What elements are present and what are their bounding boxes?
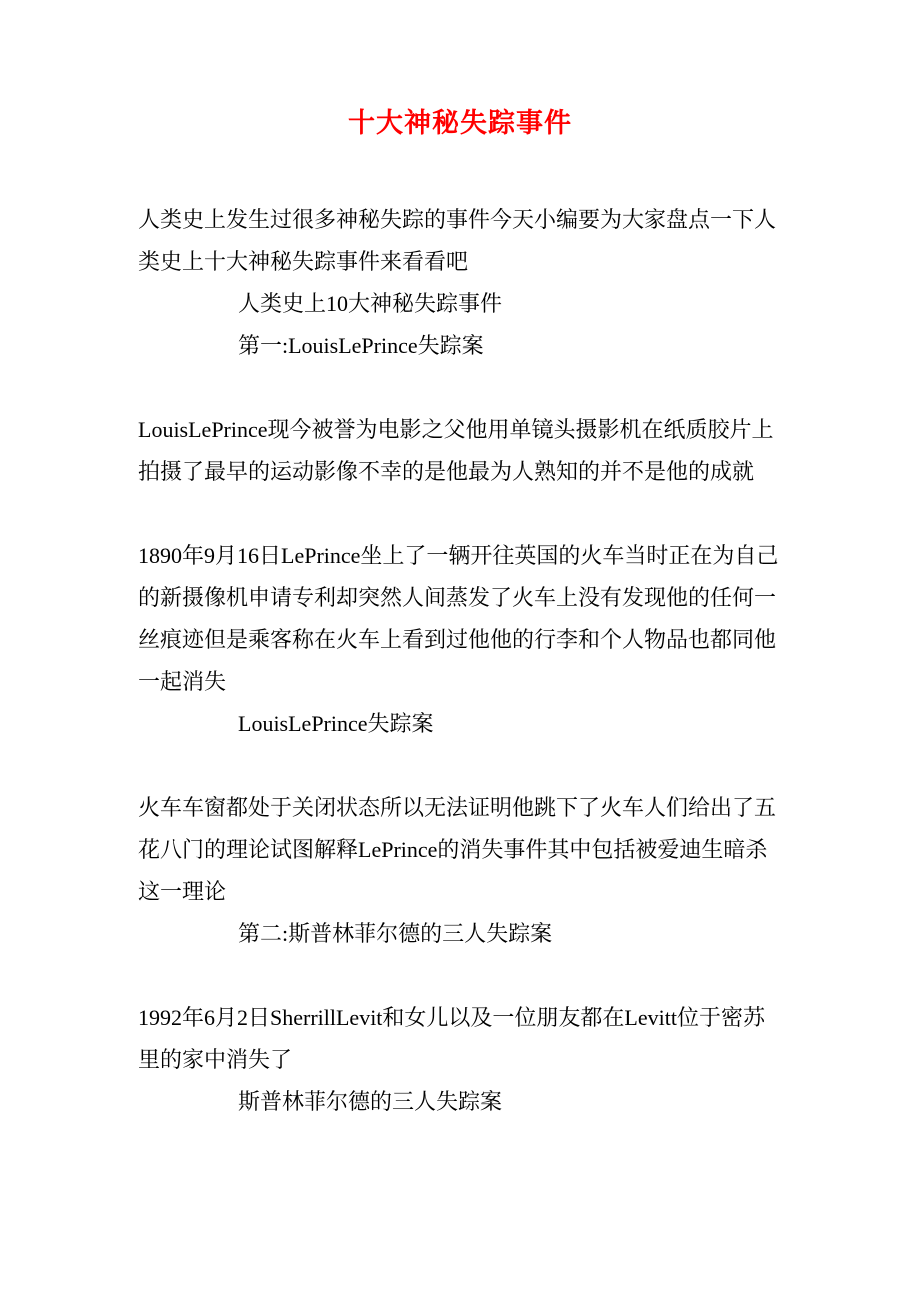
- indented-line: 斯普林菲尔德的三人失踪案: [238, 1089, 503, 1114]
- paragraph: 人类史上发生过很多神秘失踪的事件今天小编要为大家盘点一下人类史上十大神秘失踪事件来看看吧: [138, 207, 777, 274]
- document-title: 十大神秘失踪事件: [348, 108, 572, 138]
- indented-line: 第二:斯普林菲尔德的三人失踪案: [238, 921, 553, 946]
- indented-line: LouisLePrince失踪案: [238, 711, 434, 736]
- indented-line: 第一:LouisLePrince失踪案: [238, 333, 484, 358]
- blank-line: [138, 955, 782, 997]
- paragraph: LouisLePrince现今被誉为电影之父他用单镜头摄影机在纸质胶片上拍摄了最早的运动影像不幸的是他最为人熟知的并不是他的成就: [138, 417, 774, 484]
- blank-line: [138, 367, 782, 409]
- paragraph: 1992年6月2日SherrillLevit和女儿以及一位朋友都在Levitt位于密苏里的家中消失了: [138, 1005, 765, 1072]
- indented-line: 人类史上10大神秘失踪事件: [238, 291, 503, 316]
- paragraph: 1890年9月16日LePrince坐上了一辆开往英国的火车当时正在为自己的新摄像机申请专利却突然人间蒸发了火车上没有发现他的任何一丝痕迹但是乘客称在火车上看到过他他的行李和个人物品也都同他一起消失: [138, 543, 779, 694]
- paragraph: 火车车窗都处于关闭状态所以无法证明他跳下了火车人们给出了五花八门的理论试图解释LePrince的消失事件其中包括被爱迪生暗杀这一理论: [138, 795, 777, 904]
- blank-line: [138, 745, 782, 787]
- document-body: [138, 199, 782, 1123]
- blank-line: [138, 493, 782, 535]
